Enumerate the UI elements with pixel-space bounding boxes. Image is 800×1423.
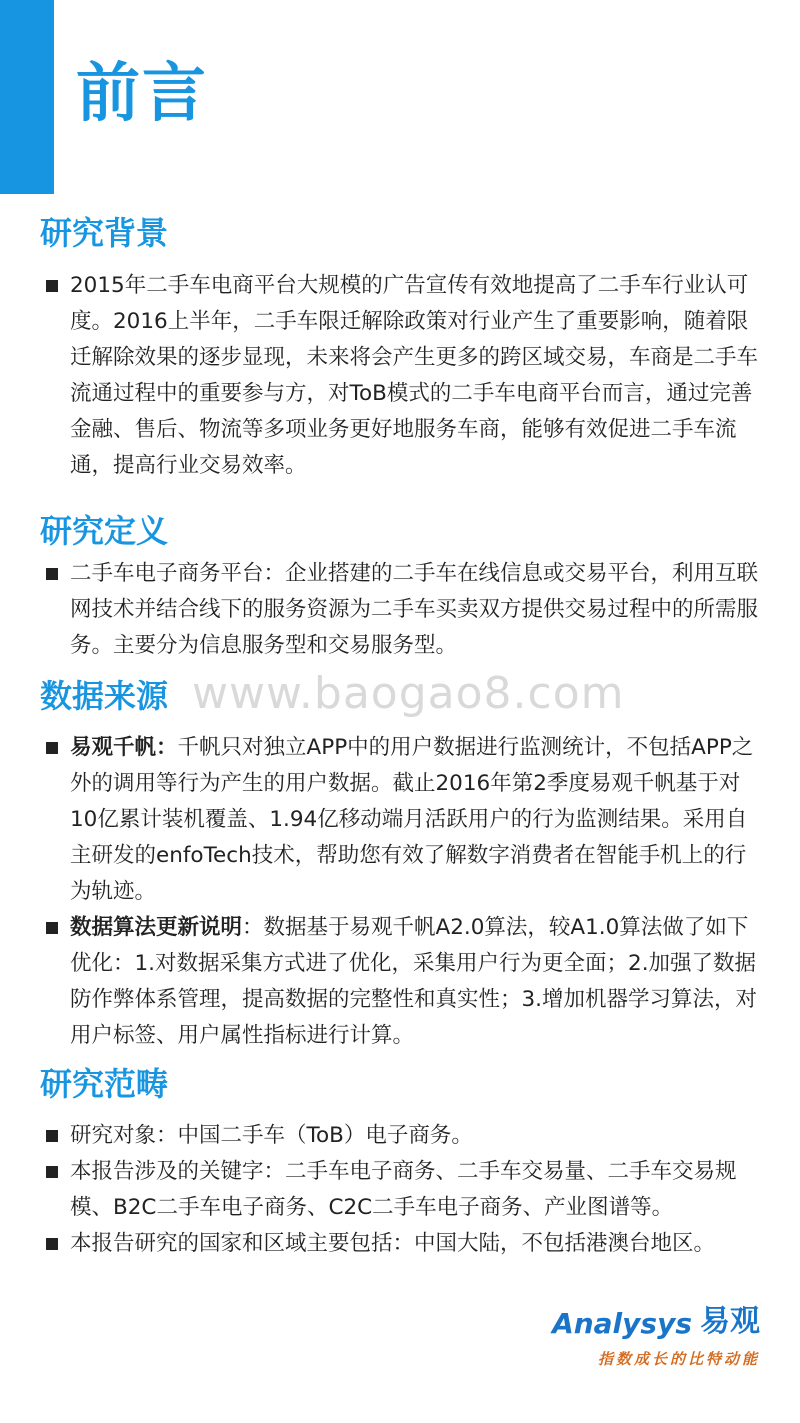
item-text: 千帆只对独立APP中的用户数据进行监测统计，不包括APP之外的调用等行为产生的用户数据。截止2016年第2季度易观千帆基于对10亿累计装机覆盖、1.94亿移动端月活跃用户的行为监测结果。采用自主研发的enfoTech技术，帮助您有效了解数字消费者在智能手机上的行为轨迹。: [70, 735, 754, 904]
item-text: 研究对象：中国二手车（ToB）电子商务。: [70, 1123, 473, 1148]
bullet-icon: [46, 568, 58, 580]
list-item: [42, 556, 762, 664]
bullet-icon: [46, 1130, 58, 1142]
bullet-icon: [46, 1166, 58, 1178]
section-title-data-source: 数据来源: [40, 677, 169, 715]
logo-brand: Analysys: [552, 1307, 692, 1340]
item-text: 二手车电子商务平台：企业搭建的二手车在线信息或交易平台，利用互联网技术并结合线下的服务资源为二手车买卖双方提供交易过程中的所需服务。主要分为信息服务型和交易服务型。: [70, 561, 759, 658]
watermark: www.baogao8.com: [192, 668, 625, 719]
section-title-scope: 研究范畴: [40, 1065, 169, 1103]
analysys-logo: [552, 1296, 760, 1369]
item-bold: 易观千帆：: [70, 735, 178, 760]
item-text: 本报告研究的国家和区域主要包括：中国大陆，不包括港澳台地区。: [70, 1231, 716, 1256]
bullet-icon: [46, 922, 58, 934]
list-item: [42, 1118, 762, 1154]
logo-tagline: 指数成长的比特动能: [597, 1350, 760, 1368]
item-text: 2015年二手车电商平台大规模的广告宣传有效地提高了二手车行业认可度。2016上半年，二手车限迁解除政策对行业产生了重要影响，随着限迁解除效果的逐步显现，未来将会产生更多的跨区域交易，车商是二手车流通过程中的重要参与方，对ToB模式的二手车电商平台而言，通过完善金融、售后、物流等多项业务更好地服务车商，能够有效促进二手车流通，提高行业交易效率。: [70, 273, 759, 478]
list-item: [42, 910, 762, 1054]
item-text: 本报告涉及的关键字：二手车电子商务、二手车交易量、二手车交易规模、B2C二手车电子商务、C2C二手车电子商务、产业图谱等。: [70, 1159, 737, 1220]
logo-cn: 易观: [700, 1304, 760, 1339]
list-item: [42, 1226, 762, 1262]
bullet-icon: [46, 280, 58, 292]
section-body-background: [42, 268, 762, 484]
list-item: [42, 268, 762, 484]
item-bold: 数据算法更新说明: [70, 915, 243, 940]
title-accent-bar: [0, 0, 54, 194]
section-title-background: 研究背景: [40, 214, 169, 252]
list-item: [42, 1154, 762, 1226]
section-body-data-source: [42, 730, 762, 1054]
bullet-icon: [46, 1238, 58, 1250]
page-title: 前言: [76, 57, 208, 131]
list-item: [42, 730, 762, 910]
section-title-definition: 研究定义: [40, 512, 169, 550]
item-text: ：数据基于易观千帆A2.0算法，较A1.0算法做了如下优化：1.对数据采集方式进了优化，采集用户行为更全面；2.加强了数据防作弊体系管理，提高数据的完整性和真实性；3.增加机器学习算法，对用户标签、用户属性指标进行计算。: [70, 915, 758, 1048]
bullet-icon: [46, 742, 58, 754]
section-body-scope: [42, 1118, 762, 1262]
section-body-definition: [42, 556, 762, 664]
